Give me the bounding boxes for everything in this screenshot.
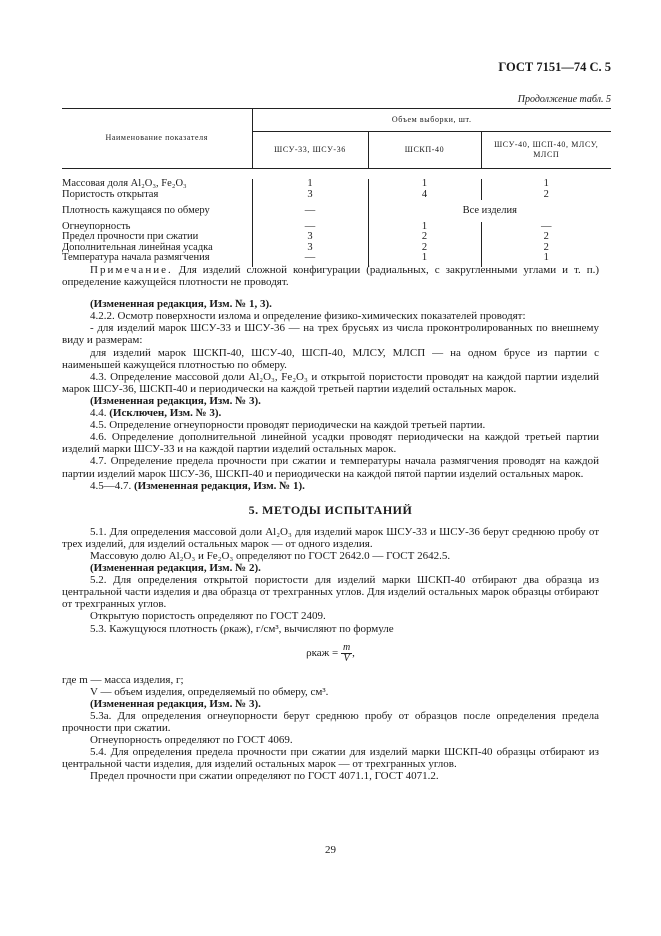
table-note [62, 264, 599, 288]
row-value: 1 [368, 222, 481, 233]
edition-note: (Измененная редакция, Изм. № 1, 3). [90, 298, 272, 311]
row-name: Предел прочности при сжатии [62, 231, 199, 242]
row-value: 1 [252, 179, 368, 190]
clause-5-3a-b: Огнеупорность определяют по ГОСТ 4069. [90, 734, 293, 747]
row-value: — [252, 222, 368, 233]
row-value: 2 [368, 232, 481, 243]
row-value: 1 [481, 179, 611, 190]
row-value: 4 [368, 190, 481, 201]
note-label: Примечание. [90, 264, 173, 276]
row-value: 2 [481, 232, 611, 243]
row-value: 2 [368, 243, 481, 254]
clause-5-3a: 5.3а. Для определения огнеупорности берут среднюю пробу от образцов после определения предела прочности при сжатии. [62, 709, 599, 734]
row-value: 3 [252, 232, 368, 243]
page-number: 29 [325, 844, 336, 856]
table-row [62, 179, 611, 190]
header-col-others: ШСУ-40, ШСП-40, МЛСУ, МЛСП [481, 132, 611, 169]
page-header: ГОСТ 7151—74 С. 5 [498, 60, 611, 74]
sample-size-table [62, 108, 611, 267]
note-body: Для изделий сложной конфигурации (радиальных, с закругленными углами и т. п.) определение кажущейся плотности не проводят. [62, 264, 599, 289]
row-value: 2 [481, 243, 611, 254]
row-value: — [481, 222, 611, 233]
formula-fraction [341, 643, 352, 664]
clause-4-6: 4.6. Определение дополнительной линейной усадки проводят периодически на каждой третьей партии изделий марки ШСУ-33 и на каждой партии изделий остальных марок. [62, 431, 599, 456]
formula-end: , [352, 646, 355, 659]
row-value: 1 [481, 253, 611, 267]
header-indicator-name: Наименование показателя [62, 109, 252, 169]
clause-bold: (Измененная редакция, Изм. № 1). [134, 479, 305, 492]
clause-5-1: 5.1. Для определения массовой доли Al₂O₃ для изделий марок ШСУ-33 и ШСУ-36 берут среднюю пробу от трех изделий, для изделий остальных марок — от одного изделия. [62, 525, 599, 550]
row-value: — [252, 200, 368, 222]
clause-5-2: 5.2. Для определения открытой пористости для изделий марки ШСКП-40 отбирают два образца из центральной части изделия и два образца от трехгранных углов. Для изделий остальных марок образцы отбирают от трехгранных углов. [62, 574, 599, 611]
clause-4-5: 4.5. Определение огнеупорности проводят периодически на каждой третьей партии. [90, 419, 486, 432]
row-name: Плотность кажущаяся по обмеру [62, 205, 210, 216]
density-formula [62, 643, 599, 664]
row-name: Пористость открытая [62, 188, 159, 200]
row-span-value: Все изделия [368, 200, 611, 222]
header-sample-volume: Объем выборки, шт. [252, 109, 611, 132]
clause-4-2-2-a: - для изделий марок ШСУ-33 и ШСУ-36 — на трех брусьях из числа проконтролированных по внешнему виду и размерам: [62, 322, 599, 347]
row-name: Дополнительная линейная усадка [62, 241, 213, 253]
clause-4-2-2-b: для изделий марок ШСКП-40, ШСУ-40, ШСП-40, МЛСУ, МЛСП — на одном брусе из партии с наименьшей кажущейся плотностью по обмеру. [62, 346, 599, 371]
body-text [62, 264, 599, 782]
formula-where-m: где m — масса изделия, г; [62, 673, 184, 686]
table-header-row [62, 109, 611, 132]
table-row [62, 232, 611, 243]
clause-5-4-b: Предел прочности при сжатии определяют по ГОСТ 4071.1, ГОСТ 4071.2. [90, 770, 439, 783]
formula-lhs: ρкаж = [306, 646, 339, 659]
row-value: 1 [368, 179, 481, 190]
clause-number: 4.5—4.7. [90, 479, 132, 492]
clause-number: 4.4. [90, 407, 107, 420]
row-value: 3 [252, 243, 368, 254]
edition-note: (Измененная редакция, Изм. № 2). [90, 562, 261, 575]
row-value: 3 [252, 190, 368, 201]
clause-5-4: 5.4. Для определения предела прочности при сжатии для изделий марки ШСКП-40 образцы отбирают из центральной части изделия, для изделий остальных марок — от трехгранных углов. [62, 746, 599, 771]
row-value: 2 [481, 190, 611, 201]
clause-bold: (Исключен, Изм. № 3). [109, 407, 222, 420]
header-col-shsu33: ШСУ-33, ШСУ-36 [252, 132, 368, 169]
clause-4-3: 4.3. Определение массовой доли Al₂O₃, Fe₂O₃ и открытой пористости проводят на каждой партии изделий марок ШСУ-36, ШСКП-40 и периодически на каждой третьей партии изделий остальных марок. [62, 370, 599, 395]
edition-note: (Измененная редакция, Изм. № 3). [90, 394, 261, 407]
clause-5-3: 5.3. Кажущуюся плотность (ρкаж), г/см³, вычисляют по формуле [90, 622, 394, 635]
row-name: Температура начала размягчения [62, 252, 210, 263]
clause-4-4 [62, 407, 599, 419]
table-row [62, 200, 611, 222]
clause-4-5-4-7 [62, 480, 599, 492]
row-value: 1 [368, 253, 481, 267]
edition-note: (Измененная редакция, Изм. № 3). [90, 697, 261, 710]
clause-5-1-b: Массовую долю Al₂O₃ и Fe₂O₃ определяют по ГОСТ 2642.0 — ГОСТ 2642.5. [90, 549, 451, 562]
formula-denominator: V [343, 652, 350, 664]
row-name: Огнеупорность [62, 220, 131, 232]
clause-4-2-2: 4.2.2. Осмотр поверхности излома и определение физико-химических показателей проводят: [90, 310, 526, 323]
table-row [62, 190, 611, 201]
section-title: 5. МЕТОДЫ ИСПЫТАНИЙ [248, 502, 413, 517]
clause-4-7: 4.7. Определение предела прочности при сжатии и температуры начала размягчения проводят на каждой партии изделий марок ШСУ-36, ШСКП-40 и периодически на каждой пятой партии изделий остальных марок. [62, 455, 599, 480]
header-col-shskp40: ШСКП-40 [368, 132, 481, 169]
formula-where-v: V — объем изделия, определяемый по обмеру, см³. [90, 685, 329, 698]
clause-5-2-b: Открытую пористость определяют по ГОСТ 2409. [90, 610, 326, 623]
formula-numerator: m [342, 641, 351, 653]
table-continuation-label: Продолжение табл. 5 [517, 94, 611, 105]
row-name: Массовая доля Al₂O₃, Fe₂O₃ [62, 178, 187, 189]
row-value: — [252, 253, 368, 267]
